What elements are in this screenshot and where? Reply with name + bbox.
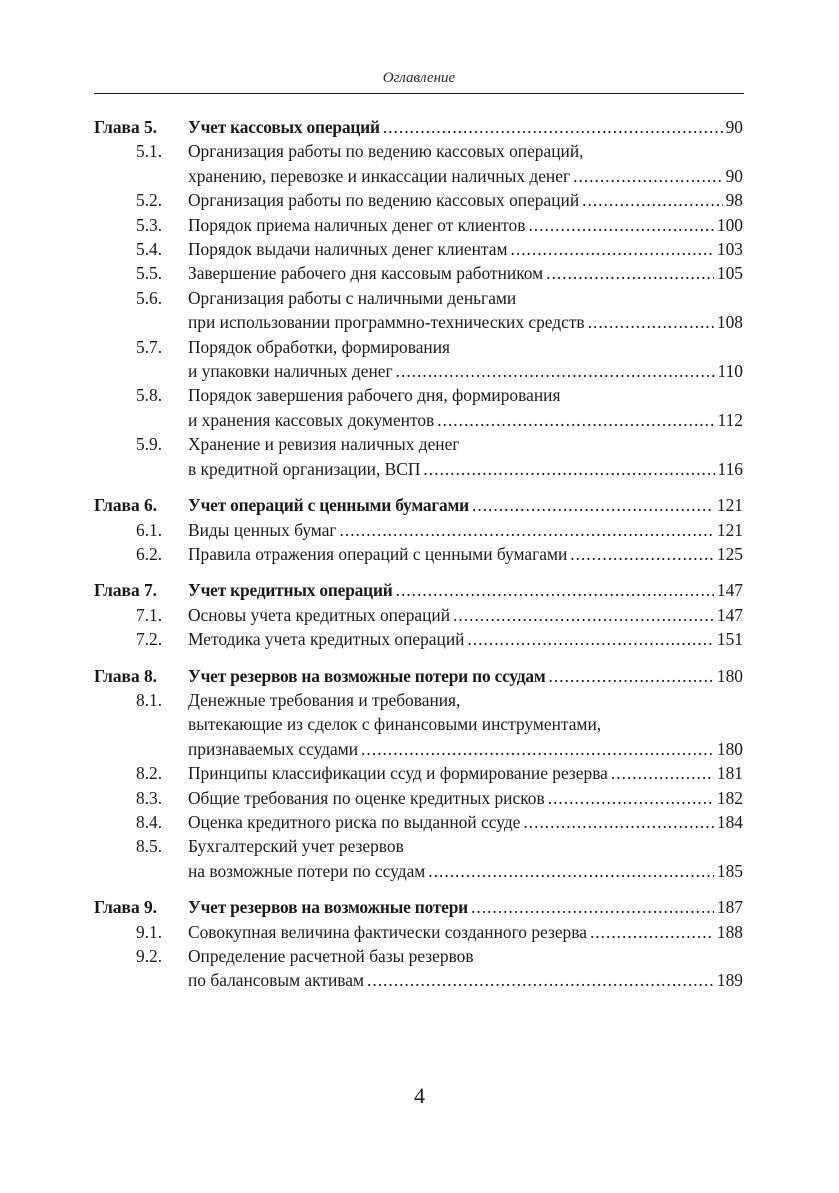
section-number: 5.9.: [136, 434, 163, 455]
section-last-line: [188, 627, 743, 651]
section-body: [188, 237, 743, 261]
dot-leader: [548, 786, 714, 810]
toc-section-row: [94, 213, 743, 237]
toc-section-row: [94, 542, 743, 566]
section-title: Порядок выдачи наличных денег клиентам: [188, 239, 508, 260]
chapter-title: Учет резервов на возможные потери: [188, 897, 468, 918]
chapter-title: Учет операций с ценными бумагами: [188, 495, 470, 516]
section-body: [188, 335, 743, 384]
toc-chapter: [94, 664, 743, 884]
toc-chapter: [94, 493, 743, 566]
section-body: [188, 286, 743, 335]
section-title-line: вытекающие из сделок с финансовыми инструментами,: [188, 714, 602, 735]
dot-leader: [383, 115, 723, 139]
section-last-line: [188, 786, 743, 810]
toc-section-row: [94, 627, 743, 651]
toc-section-row: [94, 335, 743, 384]
section-page: 90: [725, 165, 743, 186]
dot-leader: [611, 761, 714, 785]
section-title-line: Организация работы по ведению кассовых операций,: [188, 141, 584, 162]
section-title: Организация работы по ведению кассовых операций: [188, 190, 580, 211]
section-page: 125: [716, 543, 743, 564]
dot-leader: [361, 737, 714, 761]
chapter-label: Глава 8.: [94, 665, 158, 686]
dot-leader: [573, 164, 723, 188]
toc-section-row: [94, 944, 743, 993]
chapter-label: Глава 9.: [94, 897, 158, 918]
toc-section-row: [94, 603, 743, 627]
running-head: Оглавление: [382, 70, 456, 86]
chapter-last-line: [188, 664, 743, 688]
section-title-line: Порядок завершения рабочего дня, формирования: [188, 385, 561, 406]
section-number: 5.8.: [136, 385, 163, 406]
section-last-line: [188, 457, 743, 481]
section-page: 151: [716, 629, 743, 650]
chapter-title: Учет резервов на возможные потери по ссудам: [188, 665, 546, 686]
section-page: 180: [716, 738, 743, 759]
section-last-line: [188, 737, 743, 761]
dot-leader: [437, 408, 714, 432]
toc-section-row: [94, 688, 743, 761]
section-body: [188, 688, 743, 761]
section-body: [188, 920, 743, 944]
section-page: 103: [716, 239, 743, 260]
section-last-line: [188, 408, 743, 432]
section-body: [188, 213, 743, 237]
section-last-line: [188, 542, 743, 566]
section-number: 5.3.: [136, 214, 163, 235]
section-number: 8.5.: [136, 836, 163, 857]
chapter-body: [188, 664, 743, 688]
chapter-last-line: [188, 578, 743, 602]
dot-leader: [549, 664, 714, 688]
section-title: Совокупная величина фактически созданного резерва: [188, 921, 587, 942]
chapter-label: Глава 6.: [94, 495, 158, 516]
section-number: 8.4.: [136, 811, 163, 832]
toc-section-row: [94, 139, 743, 188]
section-title: по балансовым активам: [188, 970, 364, 991]
section-last-line: [188, 518, 743, 542]
chapter-body: [188, 895, 743, 919]
section-page: 182: [716, 787, 743, 808]
dot-leader: [588, 310, 714, 334]
section-number: 5.7.: [136, 336, 163, 357]
toc-section-row: [94, 383, 743, 432]
section-body: [188, 834, 743, 883]
section-title: хранению, перевозке и инкассации наличных денег: [188, 165, 571, 186]
section-last-line: [188, 213, 743, 237]
section-title: Виды ценных бумаг: [188, 519, 337, 540]
section-page: 147: [716, 604, 743, 625]
page-number: 4: [414, 1083, 425, 1108]
section-number: 5.6.: [136, 287, 163, 308]
section-body: [188, 261, 743, 285]
section-title: и упаковки наличных денег: [188, 361, 393, 382]
section-title: Принципы классификации ссуд и формирование резерва: [188, 763, 608, 784]
chapter-page: 121: [716, 495, 743, 516]
section-number: 7.2.: [136, 629, 163, 650]
section-page: 110: [717, 361, 743, 382]
section-last-line: [188, 164, 743, 188]
toc-section-row: [94, 261, 743, 285]
toc-section-row: [94, 920, 743, 944]
toc-section-row: [94, 761, 743, 785]
chapter-page: 147: [716, 580, 743, 601]
toc-section-row: [94, 810, 743, 834]
section-number: 5.5.: [136, 263, 163, 284]
chapter-label: Глава 5.: [94, 117, 158, 137]
section-title: признаваемых ссудами: [188, 738, 359, 759]
toc-chapter: [94, 115, 743, 481]
dot-leader: [582, 188, 722, 212]
section-title-line: Определение расчетной базы резервов: [188, 946, 474, 966]
dot-leader: [428, 859, 714, 883]
section-number: 9.2.: [136, 946, 163, 966]
section-page: 121: [716, 519, 743, 540]
dot-leader: [523, 810, 714, 834]
section-title: в кредитной организации, ВСП: [188, 458, 421, 479]
chapter-body: [188, 493, 743, 517]
chapter-last-line: [188, 493, 743, 517]
toc-chapter-row: [94, 115, 743, 139]
dot-leader: [396, 359, 715, 383]
section-last-line: [188, 810, 743, 834]
chapter-last-line: [188, 115, 743, 139]
section-page: 181: [716, 763, 743, 784]
section-last-line: [188, 188, 743, 212]
section-number: 8.2.: [136, 763, 163, 784]
section-body: [188, 188, 743, 212]
section-last-line: [188, 310, 743, 334]
dot-leader: [471, 895, 714, 919]
dot-leader: [340, 518, 714, 542]
dot-leader: [367, 968, 714, 992]
toc-chapter: [94, 895, 743, 993]
dot-leader: [467, 627, 713, 651]
dot-leader: [528, 213, 713, 237]
section-title-line: Порядок обработки, формирования: [188, 336, 451, 357]
section-title: при использовании программно-технических средств: [188, 312, 585, 333]
section-number: 9.1.: [136, 921, 163, 942]
chapter-page: 90: [725, 117, 743, 137]
section-page: 112: [717, 409, 743, 430]
toc-section-row: [94, 432, 743, 481]
dot-leader: [472, 493, 714, 517]
section-body: [188, 786, 743, 810]
section-page: 189: [716, 970, 743, 991]
section-body: [188, 944, 743, 993]
toc-section-row: [94, 188, 743, 212]
chapter-body: [188, 115, 743, 139]
toc-section-row: [94, 237, 743, 261]
section-body: [188, 627, 743, 651]
section-number: 8.1.: [136, 689, 163, 710]
toc-chapter-row: [94, 493, 743, 517]
section-title: Завершение рабочего дня кассовым работником: [188, 263, 544, 284]
dot-leader: [453, 603, 714, 627]
section-number: 5.1.: [136, 141, 163, 162]
section-last-line: [188, 359, 743, 383]
section-body: [188, 518, 743, 542]
section-number: 5.4.: [136, 239, 163, 260]
section-body: [188, 810, 743, 834]
header-rule: [94, 93, 744, 94]
section-page: 184: [716, 811, 743, 832]
section-title: и хранения кассовых документов: [188, 409, 435, 430]
section-page: 105: [716, 263, 743, 284]
section-page: 116: [717, 458, 743, 479]
dot-leader: [396, 578, 714, 602]
chapter-label: Глава 7.: [94, 580, 158, 601]
section-title-line: Денежные требования и требования,: [188, 689, 461, 710]
toc-section-row: [94, 286, 743, 335]
section-page: 185: [716, 860, 743, 881]
section-body: [188, 139, 743, 188]
section-number: 7.1.: [136, 604, 163, 625]
section-last-line: [188, 859, 743, 883]
section-body: [188, 542, 743, 566]
section-title: Общие требования по оценке кредитных рисков: [188, 787, 545, 808]
section-title: Оценка кредитного риска по выданной ссуде: [188, 811, 521, 832]
section-last-line: [188, 968, 743, 992]
chapter-last-line: [188, 895, 743, 919]
section-body: [188, 432, 743, 481]
section-page: 188: [716, 921, 743, 942]
section-title: на возможные потери по ссудам: [188, 860, 426, 881]
toc-chapter: [94, 578, 743, 651]
toc-section-row: [94, 834, 743, 883]
chapter-page: 187: [716, 897, 743, 918]
section-title: Методика учета кредитных операций: [188, 629, 465, 650]
section-number: 8.3.: [136, 787, 163, 808]
section-title-line: Организация работы с наличными деньгами: [188, 287, 517, 308]
section-body: [188, 603, 743, 627]
chapter-body: [188, 578, 743, 602]
chapter-title: Учет кассовых операций: [188, 117, 380, 137]
dot-leader: [510, 237, 713, 261]
section-title-line: Бухгалтерский учет резервов: [188, 836, 404, 857]
section-body: [188, 383, 743, 432]
dot-leader: [423, 457, 714, 481]
section-last-line: [188, 603, 743, 627]
toc-chapter-row: [94, 578, 743, 602]
section-title: Основы учета кредитных операций: [188, 604, 451, 625]
toc-chapter-row: [94, 895, 743, 919]
section-title: Правила отражения операций с ценными бумагами: [188, 543, 568, 564]
dot-leader: [570, 542, 714, 566]
section-body: [188, 761, 743, 785]
section-last-line: [188, 237, 743, 261]
section-number: 6.2.: [136, 543, 163, 564]
chapter-page: 180: [716, 665, 743, 686]
toc-chapter-row: [94, 664, 743, 688]
section-last-line: [188, 261, 743, 285]
dot-leader: [546, 261, 714, 285]
section-number: 6.1.: [136, 519, 163, 540]
section-title: Порядок приема наличных денег от клиентов: [188, 214, 526, 235]
section-page: 98: [725, 190, 743, 211]
dot-leader: [590, 920, 714, 944]
table-of-contents: [94, 115, 743, 1005]
section-last-line: [188, 761, 743, 785]
section-title-line: Хранение и ревизия наличных денег: [188, 434, 460, 455]
section-last-line: [188, 920, 743, 944]
toc-section-row: [94, 518, 743, 542]
section-page: 100: [716, 214, 743, 235]
chapter-title: Учет кредитных операций: [188, 580, 393, 601]
section-number: 5.2.: [136, 190, 163, 211]
toc-section-row: [94, 786, 743, 810]
section-page: 108: [716, 312, 743, 333]
